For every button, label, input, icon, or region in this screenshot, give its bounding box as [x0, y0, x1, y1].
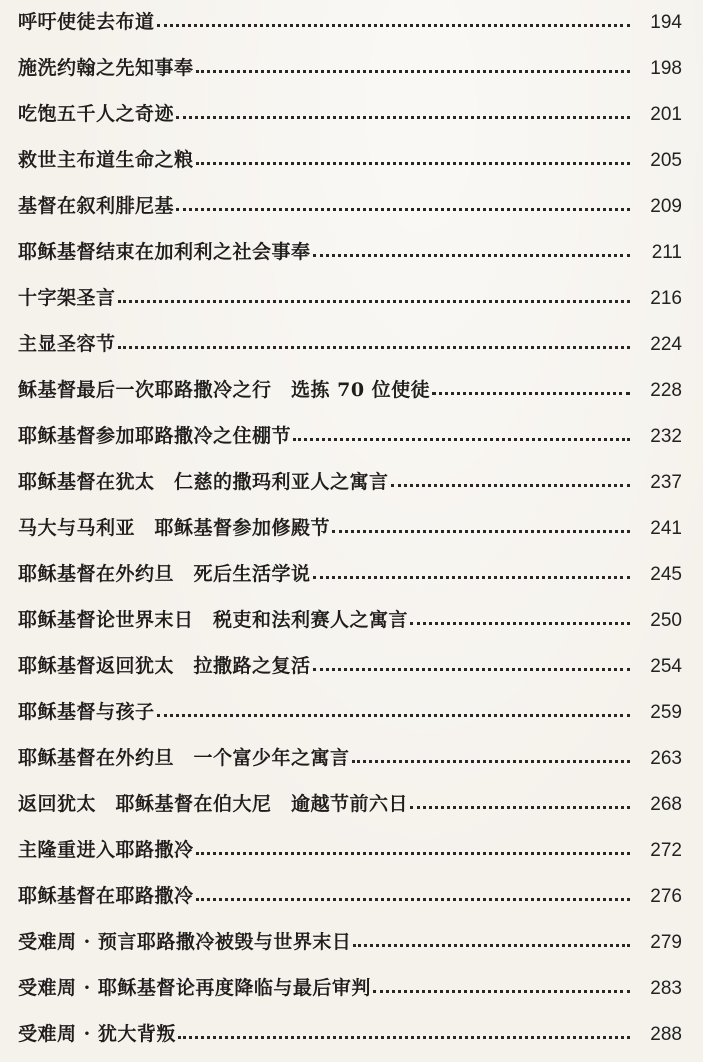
toc-entry-title: 耶稣基督返回犹太 拉撒路之复活	[18, 654, 311, 677]
toc-entry-page-number: 272	[650, 839, 682, 861]
dot-leader	[176, 208, 630, 211]
toc-entry-page-number: 211	[651, 241, 682, 263]
toc-entry-title: 十字架圣言	[18, 286, 116, 309]
toc-entry	[18, 0, 682, 45]
toc-entry-page-number: 232	[650, 425, 682, 447]
toc-entry	[18, 551, 682, 597]
toc-entry	[18, 643, 682, 689]
dot-leader	[352, 760, 630, 763]
toc-entry-title: 耶稣基督在外约旦 死后生活学说	[18, 562, 311, 585]
toc-entry	[18, 919, 682, 965]
toc-entry	[18, 1011, 682, 1057]
toc-entry	[18, 413, 682, 459]
toc-entry-title: 呼吁使徒去布道	[18, 11, 155, 33]
dot-leader	[432, 392, 630, 395]
toc-entry-title: 施洗约翰之先知事奉	[18, 56, 194, 79]
toc-entry-page-number: 283	[650, 977, 682, 999]
toc-entry-title: 耶稣基督论世界末日 税吏和法利赛人之寓言	[18, 608, 409, 631]
toc-entry-title: 稣基督最后一次耶路撒冷之行 选拣 70 位使徒	[18, 378, 431, 401]
toc-entry-title: 耶稣基督参加耶路撒冷之住棚节	[18, 424, 292, 447]
toc-entry-title: 主隆重进入耶路撒冷	[18, 838, 194, 861]
toc-entry	[18, 689, 682, 735]
dot-leader	[196, 898, 630, 901]
toc-entry	[18, 137, 682, 183]
dot-leader	[293, 438, 630, 441]
toc-entry	[18, 91, 682, 137]
toc-entry-page-number: 237	[650, 471, 682, 493]
dot-leader	[178, 1036, 630, 1039]
toc-entry	[18, 367, 682, 413]
dot-leader	[196, 852, 630, 855]
dot-leader	[313, 576, 630, 579]
toc-entry-title: 受难周 · 犹大背叛	[18, 1022, 176, 1045]
toc-entry-title: 耶稣基督在耶路撒冷	[18, 884, 194, 907]
toc-entry	[18, 275, 682, 321]
toc-entry	[18, 321, 682, 367]
dot-leader	[332, 530, 630, 533]
dot-leader	[196, 162, 630, 165]
toc-entry-page-number: 224	[650, 333, 682, 355]
toc-entry-title: 耶稣基督结束在加利利之社会事奉	[18, 240, 311, 263]
toc-entry-page-number: 245	[650, 563, 682, 585]
toc-entry-page-number: 216	[650, 287, 682, 309]
toc-entry	[18, 735, 682, 781]
toc-entry-page-number: 209	[650, 195, 682, 217]
toc-entry-page-number: 198	[650, 57, 682, 79]
toc-entry-title: 主显圣容节	[18, 332, 116, 355]
table-of-contents	[18, 0, 682, 1057]
toc-entry-page-number: 228	[650, 379, 682, 401]
toc-entry-title: 受难周 · 耶稣基督论再度降临与最后审判	[18, 976, 371, 999]
toc-entry-page-number: 268	[650, 793, 682, 815]
toc-entry-title: 基督在叙利腓尼基	[18, 194, 175, 217]
dot-leader	[196, 70, 630, 73]
dot-leader	[391, 484, 630, 487]
dot-leader	[313, 254, 630, 257]
toc-entry-page-number: 194	[650, 12, 682, 33]
toc-entry-title: 吃饱五千人之奇迹	[18, 102, 175, 125]
toc-entry-title: 耶稣基督在犹太 仁慈的撒玛利亚人之寓言	[18, 470, 389, 493]
dot-leader	[373, 990, 630, 993]
toc-entry-page-number: 263	[650, 747, 682, 769]
toc-entry	[18, 459, 682, 505]
toc-entry	[18, 229, 682, 275]
dot-leader	[176, 116, 630, 119]
dot-leader	[118, 300, 630, 303]
toc-entry	[18, 827, 682, 873]
toc-entry-page-number: 276	[650, 885, 682, 907]
toc-entry-page-number: 288	[650, 1023, 682, 1045]
toc-entry	[18, 597, 682, 643]
dot-leader	[313, 668, 630, 671]
dot-leader	[157, 714, 630, 717]
toc-entry	[18, 781, 682, 827]
dot-leader	[157, 24, 630, 27]
dot-leader	[410, 806, 630, 809]
toc-entry	[18, 45, 682, 91]
toc-entry-page-number: 241	[650, 517, 682, 539]
toc-entry-page-number: 201	[650, 103, 682, 125]
toc-entry-page-number: 205	[650, 149, 682, 171]
toc-entry	[18, 965, 682, 1011]
toc-entry	[18, 183, 682, 229]
toc-entry-title: 马大与马利亚 耶稣基督参加修殿节	[18, 516, 331, 539]
toc-entry-title: 耶稣基督与孩子	[18, 700, 155, 723]
toc-entry-page-number: 250	[650, 609, 682, 631]
dot-leader	[353, 944, 630, 947]
toc-entry-page-number: 254	[650, 655, 682, 677]
dot-leader	[410, 622, 630, 625]
toc-entry-title: 返回犹太 耶稣基督在伯大尼 逾越节前六日	[18, 792, 409, 815]
toc-entry	[18, 873, 682, 919]
toc-entry-title: 受难周 · 预言耶路撒冷被毁与世界末日	[18, 930, 352, 953]
toc-entry-page-number: 279	[650, 931, 682, 953]
toc-entry-title: 耶稣基督在外约旦 一个富少年之寓言	[18, 746, 350, 769]
toc-entry-page-number: 259	[650, 701, 682, 723]
toc-entry	[18, 505, 682, 551]
dot-leader	[118, 346, 630, 349]
toc-entry-title: 救世主布道生命之粮	[18, 148, 194, 171]
